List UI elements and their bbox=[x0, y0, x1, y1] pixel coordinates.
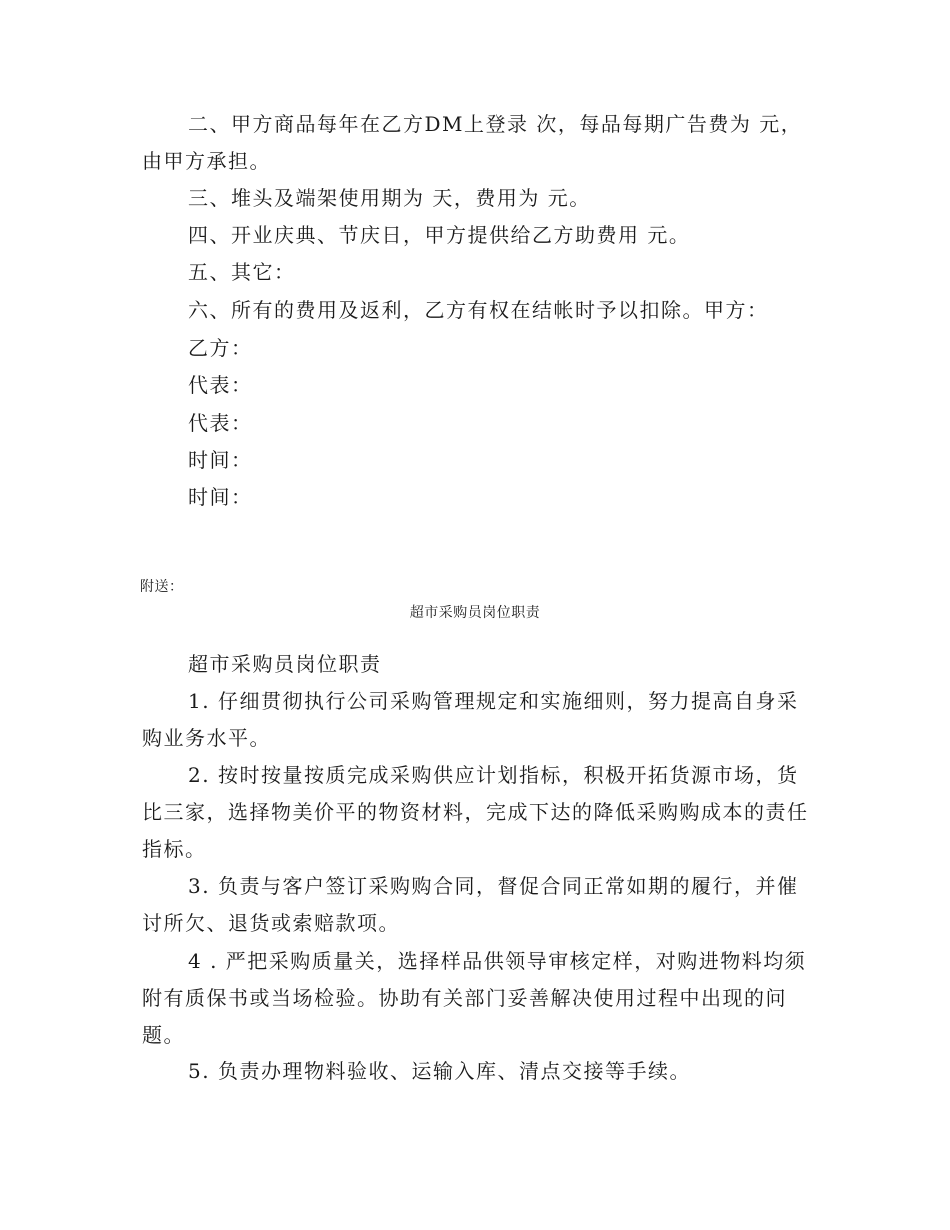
clause-2: 二、甲方商品每年在乙方DM上登录 次，每品每期广告费为 元，由甲方承担。 bbox=[142, 112, 803, 173]
clause-3: 三、堆头及端架使用期为 天，费用为 元。 bbox=[188, 186, 591, 210]
duty-item-5: 5. 负责办理物料验收、运输入库、清点交接等手续。 bbox=[188, 1059, 691, 1083]
clause-4: 四、开业庆典、节庆日，甲方提供给乙方助费用 元。 bbox=[188, 223, 691, 247]
clause-6: 六、所有的费用及返利，乙方有权在结帐时予以扣除。甲方： bbox=[188, 298, 769, 322]
duty-item-4: 4 . 严把采购质量关，选择样品供领导审核定样，对购进物料均须附有质保书或当场检验。协助有关部门妥善解决使用过程中出现的问题。 bbox=[142, 949, 807, 1047]
appendix-label: 附送： bbox=[140, 579, 184, 595]
signature-representative-1: 代表： bbox=[188, 373, 253, 397]
duty-item-3: 3. 负责与客户签订采购购合同，督促合同正常如期的履行，并催讨所欠、退货或索赔款项。 bbox=[142, 874, 799, 935]
signature-date-2: 时间： bbox=[188, 485, 253, 509]
clause-5: 五、其它： bbox=[188, 260, 296, 284]
duty-item-2: 2. 按时按量按质完成采购供应计划指标，积极开拓货源市场，货比三家，选择物美价平的物资材料，完成下达的降低采购购成本的责任指标。 bbox=[142, 763, 809, 861]
appendix-title: 超市采购员岗位职责 bbox=[409, 605, 541, 621]
signature-date-1: 时间： bbox=[188, 448, 253, 472]
duty-item-1: 1. 仔细贯彻执行公司采购管理规定和实施细则，努力提高自身采购业务水平。 bbox=[142, 689, 799, 750]
signature-party-b: 乙方： bbox=[188, 336, 253, 360]
signature-representative-2: 代表： bbox=[188, 411, 253, 435]
appendix-heading: 超市采购员岗位职责 bbox=[188, 652, 382, 676]
